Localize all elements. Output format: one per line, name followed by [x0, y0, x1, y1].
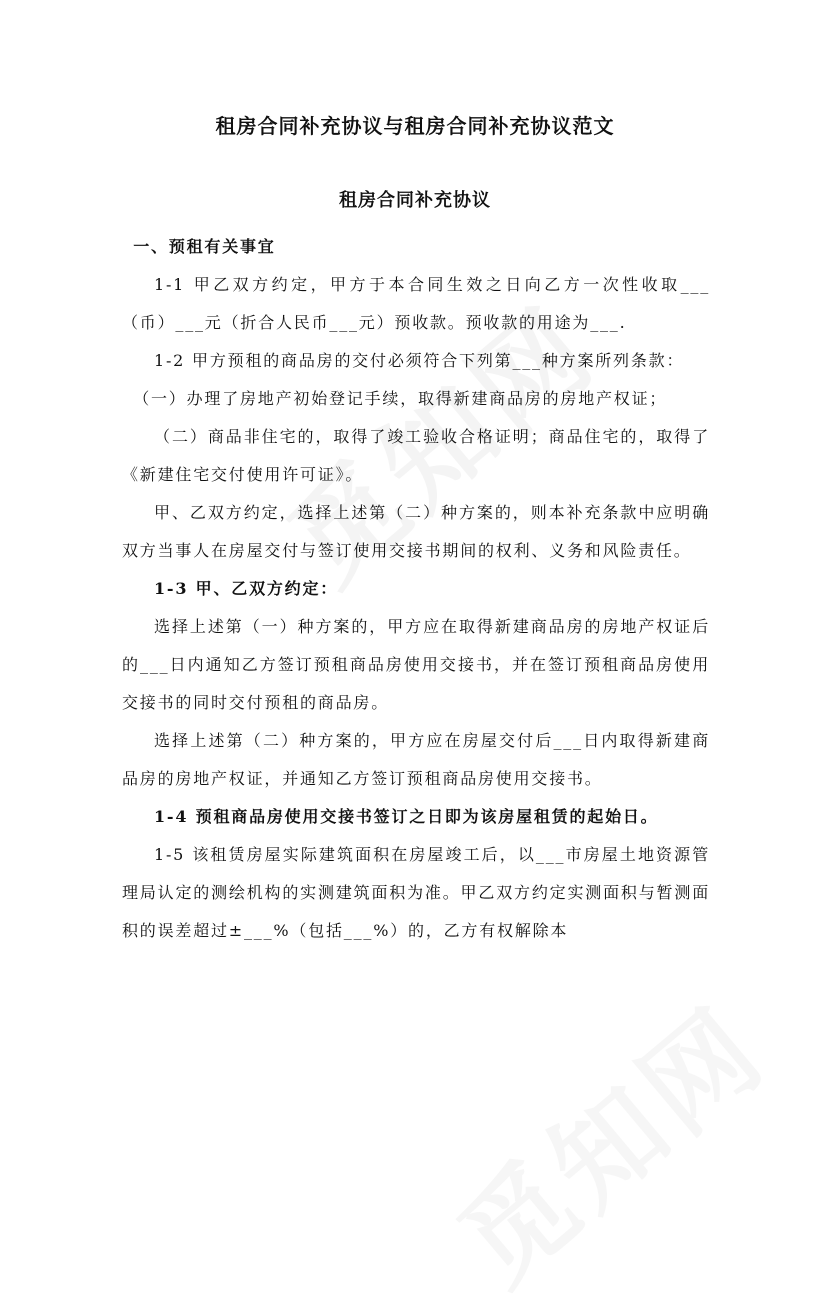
option-agreement: 甲、乙双方约定，选择上述第（二）种方案的，则本补充条款中应明确双方当事人在房屋交付与签订使用交接书期间的权利、义务和风险责任。 [122, 503, 710, 560]
clause-1-3: 1-3 甲、乙双方约定： [154, 579, 339, 598]
clause-1-2: 1-2 甲方预租的商品房的交付必须符合下列第___种方案所列条款： [154, 351, 685, 370]
clause-1-3-option-two: 选择上述第（二）种方案的，甲方应在房屋交付后___日内取得新建商品房的房地产权证，并通知乙方签订预租商品房使用交接书。 [122, 731, 710, 788]
clause-1-1: 1-1 甲乙双方约定，甲方于本合同生效之日向乙方一次性收取___（币）___元（折合人民币___元）预收款。预收款的用途为___. [122, 275, 710, 332]
clause-1-5: 1-5 该租赁房屋实际建筑面积在房屋竣工后，以___市房屋土地资源管理局认定的测绘机构的实测建筑面积为准。甲乙双方约定实测面积与暂测面积的误差超过±___%（包括___%）的，乙方有权解除本 [122, 845, 710, 940]
option-two: （二）商品非住宅的，取得了竣工验收合格证明；商品住宅的，取得了《新建住宅交付使用许可证》。 [122, 427, 710, 484]
clause-1-4: 1-4 预租商品房使用交接书签订之日即为该房屋租赁的起始日。 [154, 807, 659, 826]
document-title: 租房合同补充协议与租房合同补充协议范文 [215, 114, 615, 138]
clause-1-3-option-one: 选择上述第（一）种方案的，甲方应在取得新建商品房的房地产权证后的___日内通知乙方签订预租商品房使用交接书，并在签订预租商品房使用交接书的同时交付预租的商品房。 [122, 617, 710, 712]
watermark [421, 965, 794, 1313]
option-one: （一）办理了房地产初始登记手续，取得新建商品房的房地产权证； [133, 389, 668, 408]
document-body [122, 228, 710, 950]
section-title: 租房合同补充协议 [339, 190, 491, 211]
heading-preleasing: 一、预租有关事宜 [133, 237, 276, 256]
